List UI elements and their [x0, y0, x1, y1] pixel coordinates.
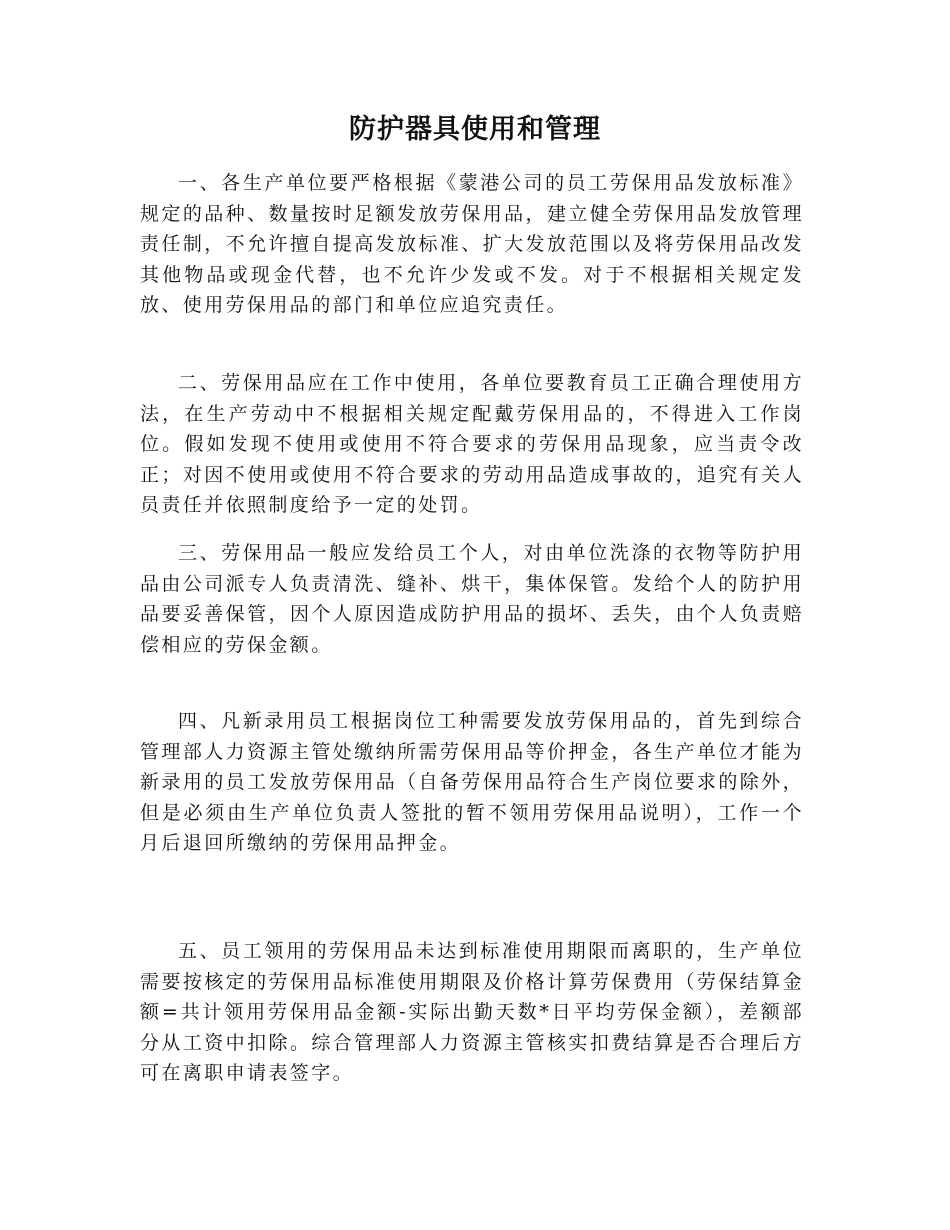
document-title: 防护器具使用和管理 [349, 114, 601, 145]
paragraph-4: 四、凡新录用员工根据岗位工种需要发放劳保用品的，首先到综合管理部人力资源主管处缴纳所需劳保用品等价押金，各生产单位才能为新录用的员工发放劳保用品（自备劳保用品符合生产岗位要求的除外，但是必须由生产单位负责人签批的暂不领用劳保用品说明），工作一个月后退回所缴纳的劳保用品押金。 [140, 710, 804, 854]
paragraph-5: 五、员工领用的劳保用品未达到标准使用期限而离职的，生产单位需要按核定的劳保用品标准使用期限及价格计算劳保费用（劳保结算金额=共计领用劳保用品金额-实际出勤天数*日平均劳保金额），差额部分从工资中扣除。综合管理部人力资源主管核实扣费结算是否合理后方可在离职申请表签字。 [140, 940, 804, 1084]
paragraph-2: 二、劳保用品应在工作中使用，各单位要教育员工正确合理使用方法，在生产劳动中不根据相关规定配戴劳保用品的，不得进入工作岗位。假如发现不使用或使用不符合要求的劳保用品现象，应当责令改正；对因不使用或使用不符合要求的劳动用品造成事故的，追究有关人员责任并依照制度给予一定的处罚。 [140, 372, 804, 516]
paragraph-1: 一、各生产单位要严格根据《蒙港公司的员工劳保用品发放标准》规定的品种、数量按时足额发放劳保用品，建立健全劳保用品发放管理责任制，不允许擅自提高发放标准、扩大发放范围以及将劳保用品改发其他物品或现金代替，也不允许少发或不发。对于不根据相关规定发放、使用劳保用品的部门和单位应追究责任。 [140, 172, 804, 316]
paragraph-3: 三、劳保用品一般应发给员工个人，对由单位洗涤的衣物等防护用品由公司派专人负责清洗、缝补、烘干，集体保管。发给个人的防护用品要妥善保管，因个人原因造成防护用品的损坏、丢失，由个人负责赔偿相应的劳保金额。 [140, 542, 804, 656]
